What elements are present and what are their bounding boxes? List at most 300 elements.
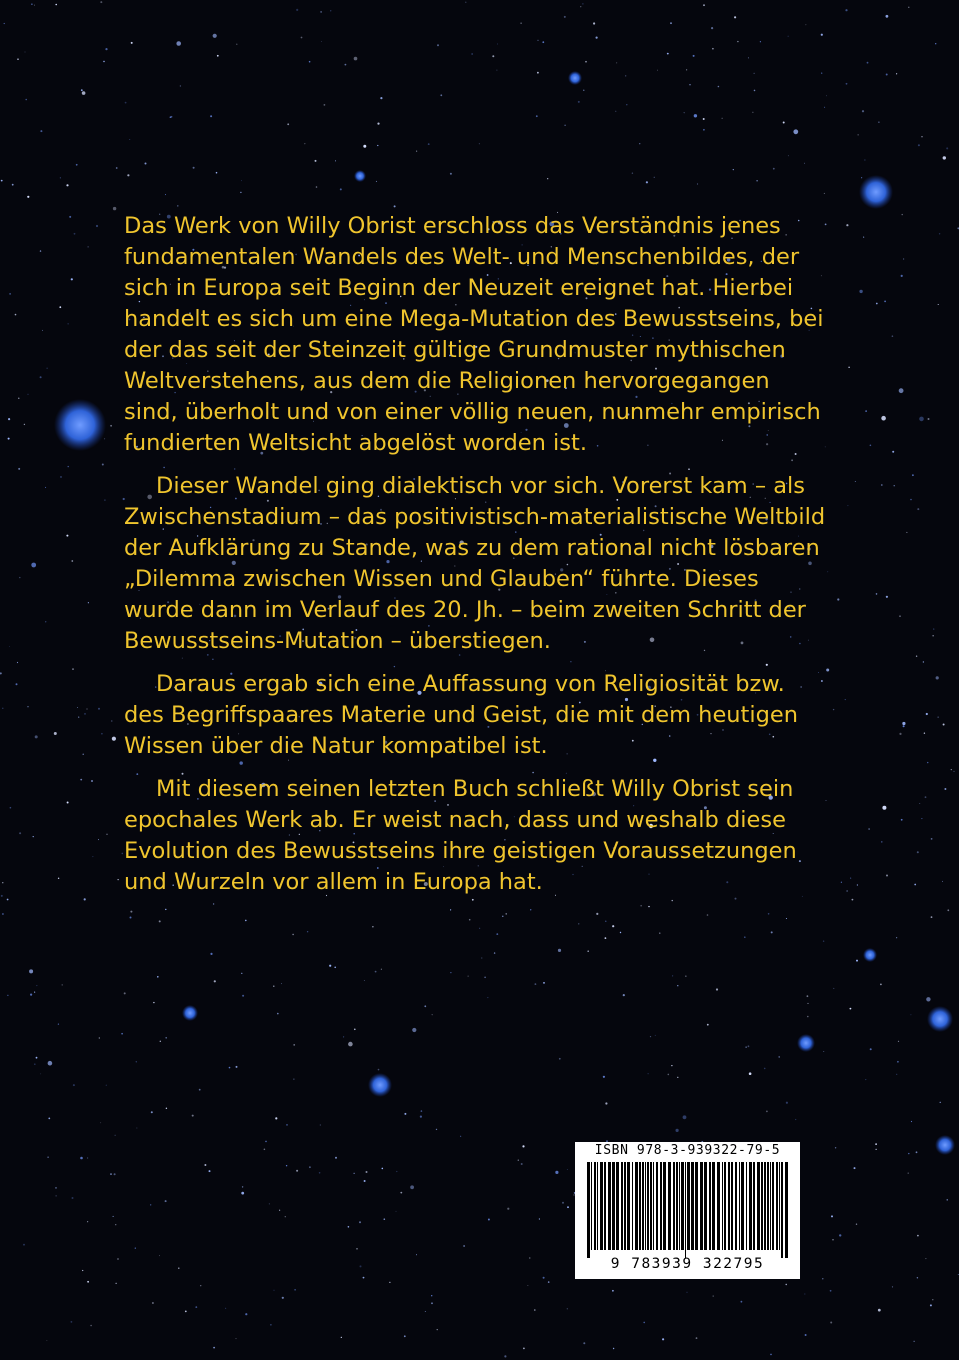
barcode-bar xyxy=(642,1162,644,1250)
star xyxy=(425,1311,426,1312)
barcode-bar xyxy=(600,1162,603,1250)
star xyxy=(366,1171,368,1173)
star xyxy=(596,37,598,39)
barcode-bar xyxy=(624,1162,626,1250)
star xyxy=(534,1309,536,1311)
star xyxy=(954,771,955,772)
star xyxy=(940,1102,941,1103)
star xyxy=(677,1077,678,1078)
star xyxy=(564,16,566,18)
star xyxy=(748,57,749,58)
star xyxy=(416,151,417,152)
star xyxy=(536,115,538,117)
star xyxy=(129,139,130,140)
star xyxy=(833,709,834,710)
star xyxy=(881,841,882,842)
star xyxy=(712,48,714,50)
barcode-bar xyxy=(753,1162,755,1250)
barcode-bar xyxy=(741,1162,744,1250)
star xyxy=(78,717,79,718)
star xyxy=(707,1024,709,1026)
star xyxy=(685,976,686,977)
star xyxy=(896,937,897,938)
star xyxy=(170,116,172,118)
barcode-bar xyxy=(621,1162,623,1250)
star xyxy=(711,27,713,29)
star xyxy=(766,1111,768,1113)
star xyxy=(309,1166,311,1168)
blue-star xyxy=(859,175,893,209)
star xyxy=(396,1211,397,1212)
star xyxy=(27,196,29,198)
star xyxy=(25,52,26,53)
star xyxy=(921,136,922,137)
star xyxy=(578,101,580,103)
star xyxy=(178,1268,179,1269)
star xyxy=(242,995,244,997)
star xyxy=(131,42,133,44)
star xyxy=(112,737,116,741)
star xyxy=(623,994,625,996)
star xyxy=(354,57,358,61)
star xyxy=(939,233,940,234)
star xyxy=(837,598,839,600)
star xyxy=(899,616,900,617)
star xyxy=(84,713,85,714)
star xyxy=(892,451,894,453)
star xyxy=(898,1041,899,1042)
star xyxy=(47,368,48,369)
star xyxy=(848,367,849,368)
star xyxy=(27,706,28,707)
star xyxy=(23,1244,25,1246)
blue-star xyxy=(54,399,106,451)
star xyxy=(857,884,858,885)
star xyxy=(469,919,471,921)
star xyxy=(2,913,4,915)
star xyxy=(88,246,89,247)
star xyxy=(66,184,68,186)
star xyxy=(924,733,925,734)
barcode-bar xyxy=(722,1162,723,1250)
star xyxy=(111,720,112,721)
star xyxy=(210,115,212,117)
star xyxy=(654,177,655,178)
star xyxy=(152,1302,154,1304)
star xyxy=(157,976,159,978)
barcode-bar xyxy=(785,1162,788,1258)
blue-star xyxy=(797,1034,815,1052)
barcode-bar xyxy=(673,1162,675,1250)
star xyxy=(265,1141,267,1143)
star xyxy=(612,1290,614,1292)
star xyxy=(40,250,41,251)
barcode-bar xyxy=(709,1162,711,1250)
star xyxy=(151,1111,153,1113)
star xyxy=(468,976,469,977)
star xyxy=(741,1301,743,1303)
star xyxy=(124,992,126,994)
star xyxy=(296,1170,298,1172)
star xyxy=(919,417,924,422)
star xyxy=(625,75,626,76)
star xyxy=(646,181,648,183)
blurb-paragraph-3: Daraus ergab sich eine Auffassung von Religiosität bzw. des Begriffspaares Materie und Geist, die mit dem heutigen Wissen über die Natur kompatibel ist. xyxy=(124,671,799,759)
star xyxy=(277,1013,279,1015)
star xyxy=(364,1180,366,1182)
star xyxy=(204,1164,206,1166)
star xyxy=(839,1234,841,1236)
star xyxy=(245,1313,247,1315)
blue-star xyxy=(354,170,366,182)
star xyxy=(236,44,237,45)
star xyxy=(880,984,882,986)
star xyxy=(931,838,933,840)
star xyxy=(105,48,107,50)
star xyxy=(84,898,86,900)
star xyxy=(382,1168,384,1170)
star xyxy=(62,984,63,985)
star xyxy=(668,1074,670,1076)
star xyxy=(270,1324,272,1326)
star xyxy=(912,474,914,476)
star xyxy=(639,143,640,144)
barcode-bar xyxy=(647,1162,649,1250)
star xyxy=(502,916,503,917)
star xyxy=(808,1003,809,1004)
star xyxy=(36,1057,38,1059)
star xyxy=(752,112,753,113)
star xyxy=(850,878,851,879)
star xyxy=(672,975,673,976)
star xyxy=(875,1143,877,1145)
star xyxy=(321,41,322,42)
star xyxy=(778,1056,780,1058)
star xyxy=(285,1216,286,1217)
star xyxy=(115,1224,116,1225)
star xyxy=(345,64,347,66)
star xyxy=(356,1248,358,1250)
star xyxy=(47,1340,48,1341)
star xyxy=(122,853,124,855)
star xyxy=(884,301,886,303)
barcode-bar xyxy=(663,1162,666,1250)
star xyxy=(856,960,858,962)
star xyxy=(822,1278,823,1279)
star xyxy=(947,1199,948,1200)
star xyxy=(689,84,690,85)
star xyxy=(80,779,82,781)
star xyxy=(319,1172,321,1174)
star xyxy=(908,1153,909,1154)
star xyxy=(882,806,886,810)
star xyxy=(18,468,20,470)
star xyxy=(180,85,181,86)
barcode-bar xyxy=(668,1162,671,1250)
star xyxy=(876,303,878,305)
star xyxy=(786,918,787,919)
star xyxy=(19,832,21,834)
star xyxy=(917,1235,919,1237)
star xyxy=(921,818,922,819)
star xyxy=(437,1329,438,1330)
star xyxy=(118,879,119,880)
star xyxy=(858,134,859,135)
star xyxy=(947,909,949,911)
star xyxy=(558,949,561,952)
star xyxy=(583,1342,585,1344)
blue-star xyxy=(568,71,582,85)
barcode-bar xyxy=(597,1162,598,1250)
star xyxy=(830,1290,832,1292)
star xyxy=(15,314,17,316)
star xyxy=(823,1051,824,1052)
star xyxy=(217,55,219,57)
star xyxy=(737,41,738,42)
star xyxy=(269,1203,270,1204)
star xyxy=(165,1037,167,1039)
star xyxy=(903,259,904,260)
star xyxy=(845,9,847,11)
star xyxy=(676,1129,679,1132)
star xyxy=(160,1041,161,1042)
star xyxy=(87,1157,88,1158)
star xyxy=(274,1290,275,1291)
star xyxy=(55,1187,57,1189)
star xyxy=(375,971,377,973)
star xyxy=(159,1255,160,1256)
star xyxy=(506,913,507,914)
star xyxy=(335,1157,337,1159)
barcode-bar xyxy=(612,1162,615,1250)
barcode-bar xyxy=(687,1162,690,1250)
star xyxy=(420,1116,422,1118)
isbn-label: ISBN 978-3-939322-79-5 xyxy=(594,1143,781,1158)
star xyxy=(870,445,872,447)
star xyxy=(42,330,43,331)
star xyxy=(786,1284,787,1285)
star xyxy=(432,1014,433,1015)
star xyxy=(703,4,705,6)
star xyxy=(31,563,36,568)
star xyxy=(275,1117,277,1119)
star xyxy=(242,1186,243,1187)
star xyxy=(626,104,627,105)
star xyxy=(605,937,607,939)
star xyxy=(897,1061,899,1063)
star xyxy=(686,69,687,70)
star xyxy=(585,61,587,63)
star xyxy=(40,376,42,378)
star xyxy=(359,1221,361,1223)
star xyxy=(380,97,382,99)
star xyxy=(543,982,545,984)
star xyxy=(137,1128,138,1129)
star xyxy=(59,306,61,308)
star xyxy=(25,99,27,101)
star xyxy=(878,122,879,123)
star xyxy=(34,992,35,993)
star xyxy=(793,129,798,134)
star xyxy=(410,1185,414,1189)
star xyxy=(9,293,11,295)
star xyxy=(1,895,3,897)
barcode-bar xyxy=(776,1162,778,1250)
star xyxy=(363,145,366,148)
star xyxy=(876,593,878,595)
barcode-bar xyxy=(717,1162,720,1250)
star xyxy=(66,535,68,537)
star xyxy=(33,836,34,837)
star xyxy=(8,418,10,420)
star xyxy=(136,1061,137,1062)
star xyxy=(86,708,87,709)
star xyxy=(341,1337,342,1338)
star xyxy=(927,762,928,763)
star xyxy=(886,74,888,76)
star xyxy=(130,911,132,913)
star xyxy=(34,1063,36,1065)
star xyxy=(98,708,100,710)
barcode-bar xyxy=(770,1162,771,1250)
star xyxy=(925,796,927,798)
barcode-bar xyxy=(608,1162,611,1250)
star xyxy=(559,1058,561,1060)
star xyxy=(795,1119,796,1120)
barcode-bar xyxy=(761,1162,763,1250)
star xyxy=(176,41,181,46)
star xyxy=(225,1308,226,1309)
star xyxy=(496,933,498,935)
star xyxy=(296,9,298,11)
barcode-bar xyxy=(746,1162,747,1250)
star xyxy=(241,973,242,974)
star xyxy=(886,596,888,598)
star xyxy=(648,1073,649,1074)
star xyxy=(404,1335,406,1337)
star xyxy=(115,1135,116,1136)
star xyxy=(523,1348,525,1350)
star xyxy=(360,1265,362,1267)
star xyxy=(416,1254,417,1255)
star xyxy=(535,983,537,985)
star xyxy=(677,985,678,986)
star xyxy=(878,1309,881,1312)
barcode-bar xyxy=(779,1162,780,1250)
star xyxy=(823,941,824,942)
star xyxy=(754,73,755,74)
star xyxy=(87,1221,88,1222)
star xyxy=(106,834,107,835)
star xyxy=(465,2,466,3)
star xyxy=(116,167,118,169)
star xyxy=(919,803,920,804)
star xyxy=(908,7,909,8)
star xyxy=(933,628,934,629)
star xyxy=(733,169,734,170)
star xyxy=(807,1016,809,1018)
star xyxy=(522,1145,524,1147)
star xyxy=(670,22,672,24)
star xyxy=(378,1069,380,1071)
star xyxy=(855,481,856,482)
star xyxy=(835,1147,836,1148)
star xyxy=(925,1258,926,1259)
star xyxy=(372,926,373,927)
barcode-bar xyxy=(681,1162,684,1250)
barcode-bar xyxy=(650,1162,652,1250)
star xyxy=(48,1118,50,1120)
star xyxy=(436,1129,437,1130)
star xyxy=(130,917,132,919)
star xyxy=(364,980,365,981)
star xyxy=(100,1122,101,1123)
star xyxy=(99,1037,100,1038)
star xyxy=(693,55,695,57)
star xyxy=(307,931,308,932)
star xyxy=(824,107,825,108)
star xyxy=(125,102,127,104)
star xyxy=(286,1124,288,1126)
star xyxy=(862,110,864,112)
star xyxy=(114,1173,116,1175)
star xyxy=(946,147,948,149)
star xyxy=(199,1089,201,1091)
star xyxy=(562,1202,564,1204)
star xyxy=(330,10,331,11)
star xyxy=(547,178,548,179)
star xyxy=(788,155,789,156)
star xyxy=(492,55,494,57)
star xyxy=(153,1002,154,1003)
star xyxy=(914,884,916,886)
star xyxy=(98,839,99,840)
star xyxy=(892,1286,893,1287)
star xyxy=(18,398,19,399)
star xyxy=(616,62,617,63)
barcode-bar xyxy=(587,1162,590,1258)
star xyxy=(100,1,102,3)
blurb-paragraph-4: Mit diesem seinen letzten Buch schließt Willy Obrist sein epochales Werk ab. Er weist nach, dass und weshalb diese Evolution des Bewusstseins ihre geistigen Voraussetzungen und Wurzeln vor allem in Europa hat. xyxy=(124,776,797,895)
star xyxy=(748,1045,750,1047)
star xyxy=(71,278,73,280)
star xyxy=(707,914,709,916)
star xyxy=(914,1341,915,1342)
star xyxy=(918,144,920,146)
star xyxy=(17,58,19,60)
star xyxy=(863,237,864,238)
barcode-bar xyxy=(656,1162,658,1250)
star xyxy=(494,952,495,953)
barcode-bar xyxy=(781,1162,783,1258)
star xyxy=(82,1270,83,1271)
star xyxy=(933,635,934,636)
star xyxy=(821,73,822,74)
back-cover-blurb xyxy=(124,211,829,910)
blue-star xyxy=(182,1005,198,1021)
star xyxy=(292,934,293,935)
star xyxy=(868,828,870,830)
barcode-bar xyxy=(728,1162,730,1250)
star xyxy=(703,118,705,120)
star xyxy=(165,194,166,195)
star xyxy=(916,656,917,657)
star xyxy=(764,1068,766,1070)
star xyxy=(496,70,497,71)
star xyxy=(102,464,104,466)
star xyxy=(421,1110,423,1112)
star xyxy=(82,91,86,95)
